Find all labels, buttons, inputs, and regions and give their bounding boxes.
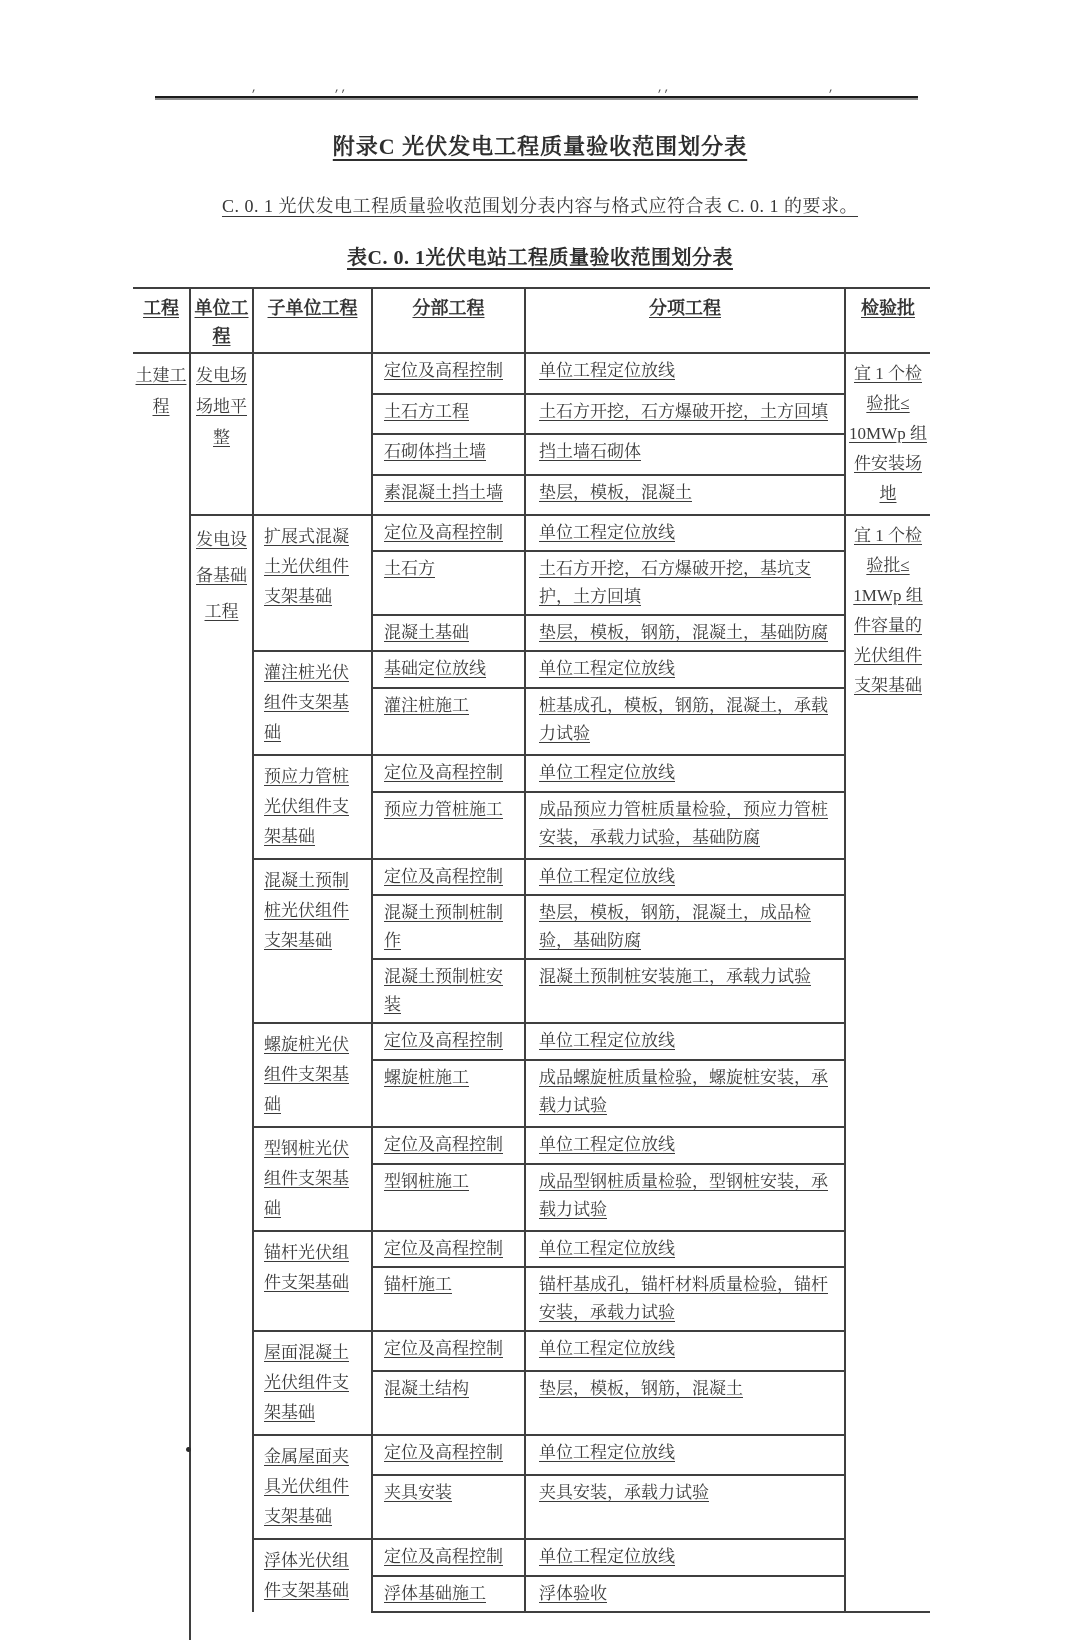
- column-header-division-project: 分部工程: [372, 288, 525, 353]
- subdivision-cell: 成品螺旋桩质量检验，螺旋桩安装，承载力试验: [525, 1060, 845, 1127]
- subdivision-cell: 浮体验收: [525, 1576, 845, 1613]
- table-row: [133, 515, 930, 551]
- subdivision-cell: 土石方开挖，石方爆破开挖，基坑支护，土方回填: [525, 551, 845, 615]
- subdivision-cell: 成品预应力管桩质量检验，预应力管桩安装，承载力试验，基础防腐: [525, 792, 845, 859]
- subdivision-cell: 单位工程定位放线: [525, 1331, 845, 1371]
- table-row: [133, 755, 930, 792]
- subdivision-cell: 垫层，模板，钢筋，混凝土: [525, 1371, 845, 1435]
- sub-unit-project-cell: 浮体光伏组件支架基础: [253, 1539, 372, 1612]
- division-cell: 土石方: [372, 551, 525, 615]
- subdivision-cell: 单位工程定位放线: [525, 1539, 845, 1576]
- header-rule: [155, 96, 918, 100]
- acceptance-scope-table: [133, 287, 930, 1640]
- table-row: [133, 1023, 930, 1060]
- subdivision-cell: 单位工程定位放线: [525, 353, 845, 394]
- sub-unit-project-cell: 型钢桩光伏组件支架基础: [253, 1127, 372, 1231]
- page-title: 附录C 光伏发电工程质量验收范围划分表: [332, 134, 748, 159]
- division-cell: 型钢桩施工: [372, 1164, 525, 1231]
- sub-unit-project-cell-empty: [253, 353, 372, 515]
- division-cell: 定位及高程控制: [372, 755, 525, 792]
- project-cell: 土建工程: [133, 353, 190, 1612]
- table-row: [133, 1331, 930, 1371]
- table-row: [133, 859, 930, 895]
- subdivision-cell: 单位工程定位放线: [525, 1023, 845, 1060]
- unit-project-cell: 发电设备基础工程: [190, 515, 253, 1612]
- table-caption: 表C. 0. 1光伏电站工程质量验收范围划分表: [347, 247, 733, 269]
- column-header-project: 工程: [133, 288, 190, 353]
- scan-artifact-mark: ,,: [334, 83, 348, 95]
- division-cell: 定位及高程控制: [372, 1331, 525, 1371]
- division-cell: 混凝土预制桩制作: [372, 895, 525, 959]
- division-cell: 浮体基础施工: [372, 1576, 525, 1613]
- subdivision-cell: 单位工程定位放线: [525, 1231, 845, 1267]
- subdivision-cell: 锚杆基成孔，锚杆材料质量检验，锚杆安装，承载力试验: [525, 1267, 845, 1331]
- division-cell: 混凝土结构: [372, 1371, 525, 1435]
- table-row: [133, 1127, 930, 1164]
- division-cell: 夹具安装: [372, 1475, 525, 1539]
- division-cell: 定位及高程控制: [372, 1231, 525, 1267]
- subdivision-cell: 垫层，模板，混凝土: [525, 475, 845, 516]
- subdivision-cell: 垫层，模板，钢筋，混凝土，成品检验，基础防腐: [525, 895, 845, 959]
- header-row: [133, 288, 930, 353]
- subdivision-cell: 单位工程定位放线: [525, 1127, 845, 1164]
- sub-unit-project-cell: 金属屋面夹具光伏组件支架基础: [253, 1435, 372, 1539]
- table-row: [133, 651, 930, 688]
- table-row: [133, 1231, 930, 1267]
- subdivision-cell: 垫层，模板，钢筋，混凝土，基础防腐: [525, 615, 845, 651]
- sub-unit-project-cell: 混凝土预制桩光伏组件支架基础: [253, 859, 372, 1023]
- subdivision-cell: 单位工程定位放线: [525, 1435, 845, 1475]
- division-cell: 石砌体挡土墙: [372, 434, 525, 475]
- division-cell: 定位及高程控制: [372, 515, 525, 551]
- cutoff-cell: [190, 1612, 253, 1640]
- scan-artifact-mark: ,: [251, 83, 258, 95]
- subdivision-cell: 挡土墙石砌体: [525, 434, 845, 475]
- division-cell: 定位及高程控制: [372, 353, 525, 394]
- division-cell: 素混凝土挡土墙: [372, 475, 525, 516]
- scan-artifact-mark: ,,: [657, 83, 671, 95]
- division-cell: 预应力管桩施工: [372, 792, 525, 859]
- division-cell: 混凝土基础: [372, 615, 525, 651]
- division-cell: 基础定位放线: [372, 651, 525, 688]
- scan-artifact-dot: [186, 1447, 191, 1452]
- cutoff-cell: [133, 1612, 190, 1640]
- table-row: [133, 353, 930, 394]
- table-row: [133, 1539, 930, 1576]
- division-cell: 定位及高程控制: [372, 1127, 525, 1164]
- division-cell: 定位及高程控制: [372, 1435, 525, 1475]
- table-row: [133, 1435, 930, 1475]
- sub-unit-project-cell: 预应力管桩光伏组件支架基础: [253, 755, 372, 859]
- inspection-batch-cell: 宜 1 个检验批≤ 1MWp 组件容量的光伏组件支架基础: [845, 515, 930, 1612]
- column-header-inspection-batch: 检验批: [845, 288, 930, 353]
- sub-unit-project-cell: 锚杆光伏组件支架基础: [253, 1231, 372, 1331]
- subdivision-cell: 单位工程定位放线: [525, 859, 845, 895]
- division-cell: 定位及高程控制: [372, 859, 525, 895]
- sub-unit-project-cell: 扩展式混凝土光伏组件支架基础: [253, 515, 372, 651]
- division-cell: 螺旋桩施工: [372, 1060, 525, 1127]
- sub-unit-project-cell: 螺旋桩光伏组件支架基础: [253, 1023, 372, 1127]
- subdivision-cell: 土石方开挖，石方爆破开挖，土方回填: [525, 394, 845, 435]
- division-cell: 土石方工程: [372, 394, 525, 435]
- subdivision-cell: 成品型钢桩质量检验，型钢桩安装，承载力试验: [525, 1164, 845, 1231]
- subdivision-cell: 混凝土预制桩安装施工，承载力试验: [525, 959, 845, 1023]
- cutoff-cell: [253, 1612, 372, 1640]
- page-break-cutoff-row: [133, 1612, 930, 1640]
- division-cell: 混凝土预制桩安装: [372, 959, 525, 1023]
- subdivision-cell: 夹具安装，承载力试验: [525, 1475, 845, 1539]
- subdivision-cell: 单位工程定位放线: [525, 651, 845, 688]
- column-header-unit-project: 单位工程: [190, 288, 253, 353]
- division-cell: 灌注桩施工: [372, 688, 525, 755]
- sub-unit-project-cell: 灌注桩光伏组件支架基础: [253, 651, 372, 755]
- column-header-subdivision-project: 分项工程: [525, 288, 845, 353]
- subdivision-cell: 桩基成孔，模板，钢筋，混凝土，承载力试验: [525, 688, 845, 755]
- division-cell: 定位及高程控制: [372, 1539, 525, 1576]
- unit-project-cell: 发电场场地平整: [190, 353, 253, 515]
- division-cell: 定位及高程控制: [372, 1023, 525, 1060]
- sub-unit-project-cell: 屋面混凝土光伏组件支架基础: [253, 1331, 372, 1435]
- inspection-batch-cell: 宜 1 个检验批≤ 10MWp 组件安装场地: [845, 353, 930, 515]
- subdivision-cell: 单位工程定位放线: [525, 755, 845, 792]
- column-header-sub-unit-project: 子单位工程: [253, 288, 372, 353]
- intro-paragraph: C. 0. 1 光伏发电工程质量验收范围划分表内容与格式应符合表 C. 0. 1 的要求。: [221, 196, 858, 216]
- scan-artifact-mark: ,: [828, 83, 835, 95]
- division-cell: 锚杆施工: [372, 1267, 525, 1331]
- subdivision-cell: 单位工程定位放线: [525, 515, 845, 551]
